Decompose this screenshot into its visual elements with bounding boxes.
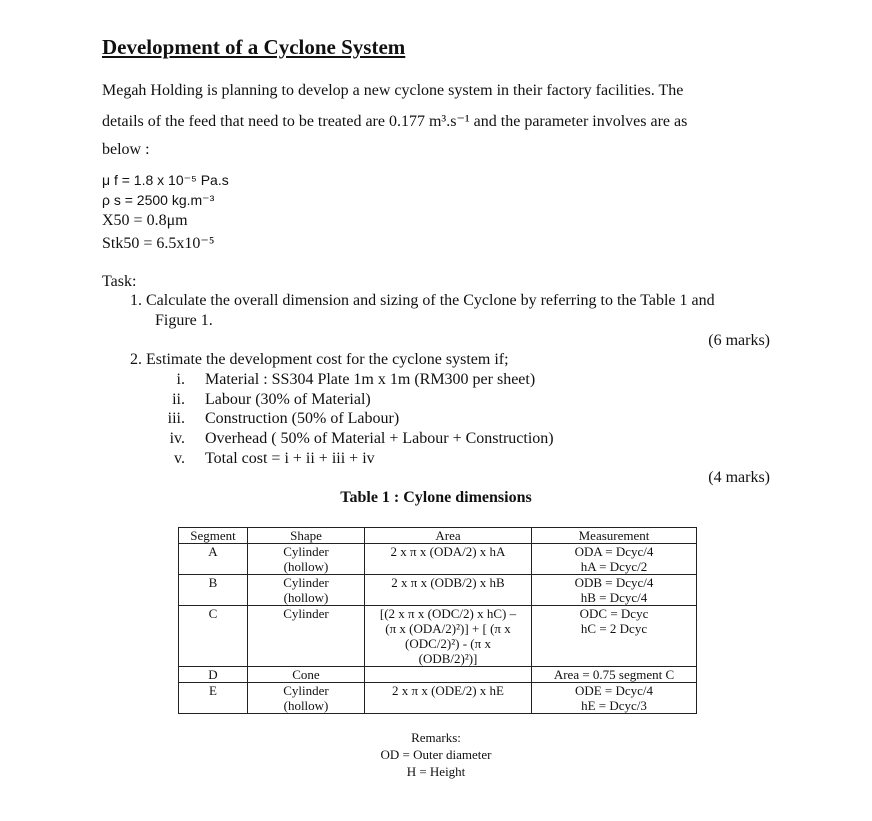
- table-row: [179, 667, 697, 683]
- area-line: (ODB/2)²)]: [418, 651, 478, 666]
- segment-cell: B: [179, 575, 248, 606]
- shape-line: Cone: [292, 667, 320, 682]
- table-header-row: [179, 528, 697, 544]
- area-line: 2 x π x (ODE/2) x hE: [392, 683, 504, 698]
- task-q1-marks: (6 marks): [708, 332, 770, 349]
- shape-line: (hollow): [283, 698, 329, 713]
- q2-item-text: Total cost = i + ii + iii + iv: [205, 450, 375, 467]
- table-row: [179, 575, 697, 606]
- meas-line: Area = 0.75 segment C: [553, 667, 675, 682]
- task-q2: 2. Estimate the development cost for the cyclone system if;: [130, 351, 509, 368]
- shape-line: Cylinder: [283, 544, 329, 559]
- intro-line-2: details of the feed that need to be treated are 0.177 m³.s⁻¹ and the parameter involves are as: [102, 113, 688, 130]
- area-line: 2 x π x (ODB/2) x hB: [391, 575, 505, 590]
- header-cell: Shape: [248, 528, 365, 544]
- q2-item-num: v.: [174, 450, 185, 467]
- q2-item-num: ii.: [172, 391, 185, 408]
- meas-line: hC = 2 Dcyc: [580, 621, 648, 636]
- param-x50: X50 = 0.8μm: [102, 212, 188, 229]
- area-line: (ODC/2)²) - (π x: [405, 636, 491, 651]
- area-cell: [365, 606, 532, 667]
- table-row: [179, 683, 697, 714]
- q2-item-text: Labour (30% of Material): [205, 391, 371, 408]
- table-row: [179, 606, 697, 667]
- q2-item-text: Overhead ( 50% of Material + Labour + Construction): [205, 430, 554, 447]
- shape-line: Cylinder: [283, 683, 329, 698]
- measurement-cell: [532, 544, 697, 575]
- measurement-cell: [532, 683, 697, 714]
- meas-line: ODB = Dcyc/4: [574, 575, 654, 590]
- area-line: (π x (ODA/2)²)] + [ (π x: [385, 621, 511, 636]
- header-cell: Measurement: [532, 528, 697, 544]
- segment-cell: E: [179, 683, 248, 714]
- meas-line: hE = Dcyc/3: [581, 698, 647, 713]
- shape-cell: [248, 575, 365, 606]
- meas-line: ODE = Dcyc/4: [574, 683, 654, 698]
- intro-line-3: below :: [102, 141, 150, 158]
- param-density: ρ s = 2500 kg.m⁻³: [102, 192, 215, 208]
- remarks-h: H = Height: [406, 764, 466, 779]
- measurement-cell: [532, 667, 697, 683]
- task-q2-marks: (4 marks): [708, 469, 770, 486]
- area-line: [(2 x π x (ODC/2) x hC) –: [379, 606, 517, 621]
- task-q1-line2: Figure 1.: [155, 312, 213, 329]
- q2-item-text: Material : SS304 Plate 1m x 1m (RM300 per sheet): [205, 371, 536, 388]
- page-title: Development of a Cyclone System: [102, 35, 406, 59]
- shape-line: Cylinder: [283, 606, 329, 621]
- table-caption: Table 1 : Cylone dimensions: [340, 489, 532, 506]
- area-cell: [365, 667, 532, 683]
- intro-line-1: Megah Holding is planning to develop a new cyclone system in their factory facilities. The: [102, 82, 684, 99]
- meas-line: hA = Dcyc/2: [580, 559, 648, 574]
- segment-cell: A: [179, 544, 248, 575]
- param-stk50: Stk50 = 6.5x10⁻⁵: [102, 235, 215, 252]
- area-cell: [365, 683, 532, 714]
- q2-item-num: i.: [176, 371, 185, 388]
- remarks-od: OD = Outer diameter: [380, 747, 492, 762]
- remarks-label: Remarks:: [411, 730, 461, 745]
- task-label: Task:: [102, 273, 137, 290]
- measurement-cell: [532, 606, 697, 667]
- table-row: [179, 544, 697, 575]
- header-cell: Area: [365, 528, 532, 544]
- measurement-cell: [532, 575, 697, 606]
- meas-line: ODA = Dcyc/4: [574, 544, 654, 559]
- q2-item-text: Construction (50% of Labour): [205, 410, 400, 427]
- shape-line: (hollow): [283, 590, 329, 605]
- shape-line: Cylinder: [283, 575, 329, 590]
- shape-cell: [248, 667, 365, 683]
- header-cell: Segment: [179, 528, 248, 544]
- segment-cell: D: [179, 667, 248, 683]
- shape-cell: [248, 544, 365, 575]
- cyclone-dimensions-table: [178, 527, 697, 714]
- q2-item-num: iii.: [167, 410, 185, 427]
- shape-cell: [248, 683, 365, 714]
- segment-cell: C: [179, 606, 248, 667]
- area-cell: [365, 544, 532, 575]
- q2-item-num: iv.: [169, 430, 185, 447]
- shape-line: (hollow): [283, 559, 329, 574]
- task-q1-line1: 1. Calculate the overall dimension and sizing of the Cyclone by referring to the Table 1 and: [130, 292, 715, 309]
- meas-line: ODC = Dcyc: [579, 606, 649, 621]
- area-line: 2 x π x (ODA/2) x hA: [390, 544, 506, 559]
- area-cell: [365, 575, 532, 606]
- param-viscosity: μ f = 1.8 x 10⁻⁵ Pa.s: [102, 172, 229, 188]
- meas-line: hB = Dcyc/4: [580, 590, 648, 605]
- shape-cell: [248, 606, 365, 667]
